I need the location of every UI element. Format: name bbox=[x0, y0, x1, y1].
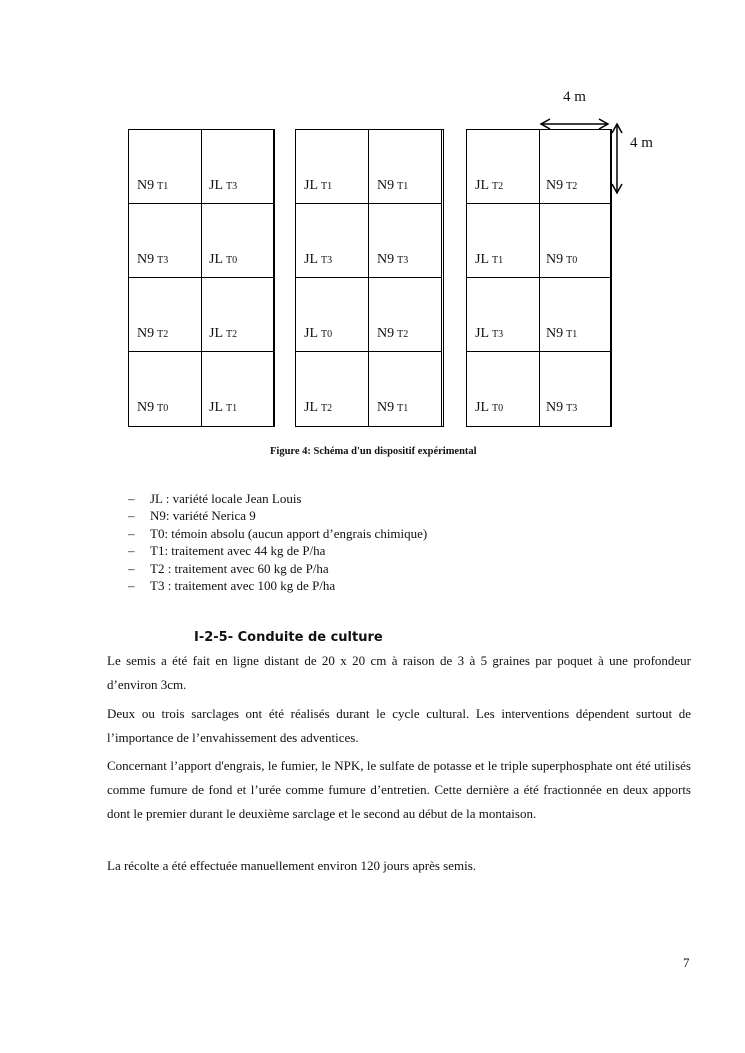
plot-cell bbox=[467, 352, 540, 426]
plot-label: N9 T2 bbox=[377, 326, 409, 341]
plot-cell bbox=[201, 204, 274, 278]
section-heading: I-2-5- Conduite de culture bbox=[194, 630, 383, 645]
plot-cell bbox=[129, 130, 202, 204]
plot-cell bbox=[201, 278, 274, 352]
plot-cell bbox=[296, 204, 369, 278]
plot-label: JL T3 bbox=[475, 326, 504, 341]
plot-cell bbox=[538, 130, 611, 204]
plot-cell bbox=[369, 352, 442, 426]
paragraph-engrais: Concernant l’apport d'engrais, le fumier, le NPK, le sulfate de potasse et le triple superphosphate ont été utilisés comme fumure de fond et l’urée comme fumure d’entretien. Cette dernière a été fractionnée en deux apports dont le premier durant le deuxième sarclage et le second au début de la montaison. bbox=[107, 758, 691, 821]
plot-cell bbox=[129, 204, 202, 278]
figure-caption: Figure 4: Schéma d'un dispositif expérimental bbox=[270, 446, 477, 457]
plot-cell bbox=[296, 278, 369, 352]
plot-label: N9 T3 bbox=[377, 252, 409, 267]
plot-label: JL T1 bbox=[475, 252, 504, 267]
plot-label: N9 T1 bbox=[377, 178, 409, 193]
legend-item: – N9: variété Nerica 9 bbox=[128, 507, 427, 524]
plot-label: N9 T1 bbox=[137, 178, 169, 193]
plot-cell bbox=[538, 352, 611, 426]
width-dimension-label: 4 m bbox=[563, 89, 586, 105]
plot-cell bbox=[538, 204, 611, 278]
height-arrow bbox=[612, 124, 622, 193]
plot-label: JL T0 bbox=[475, 400, 504, 415]
page-number: 7 bbox=[683, 955, 690, 970]
legend-list bbox=[128, 490, 427, 594]
plot-block-1 bbox=[128, 129, 275, 427]
plot-cell bbox=[296, 352, 369, 426]
plot-cell bbox=[538, 278, 611, 352]
plot-label: JL T3 bbox=[209, 178, 238, 193]
plot-label: N9 T2 bbox=[546, 178, 578, 193]
plot-label: JL T2 bbox=[475, 178, 504, 193]
plot-cell bbox=[129, 278, 202, 352]
legend-item: – T0: témoin absolu (aucun apport d’engrais chimique) bbox=[128, 525, 427, 542]
plot-cell bbox=[369, 130, 442, 204]
plot-label: N9 T1 bbox=[546, 326, 578, 341]
paragraph-sarclages: Deux ou trois sarclages ont été réalisés durant le cycle cultural. Les interventions dépendent surtout de l’importance de l’envahissement des adventices. bbox=[107, 706, 691, 745]
legend-item: – T2 : traitement avec 60 kg de P/ha bbox=[128, 560, 427, 577]
plot-label: N9 T0 bbox=[137, 400, 169, 415]
plot-label: JL T3 bbox=[304, 252, 333, 267]
plot-cell bbox=[467, 278, 540, 352]
plot-label: N9 T0 bbox=[546, 252, 578, 267]
plot-label: JL T1 bbox=[209, 400, 238, 415]
plot-label: JL T2 bbox=[304, 400, 333, 415]
plot-block-2 bbox=[295, 129, 444, 427]
plot-cell bbox=[369, 278, 442, 352]
legend-item: – T1: traitement avec 44 kg de P/ha bbox=[128, 542, 427, 559]
plot-label: JL T1 bbox=[304, 178, 333, 193]
height-dimension-label: 4 m bbox=[630, 135, 653, 151]
width-arrow bbox=[541, 119, 608, 129]
plot-cell bbox=[296, 130, 369, 204]
plot-cell bbox=[201, 352, 274, 426]
plot-label: JL T2 bbox=[209, 326, 238, 341]
plot-cell bbox=[369, 204, 442, 278]
plot-label: JL T0 bbox=[209, 252, 238, 267]
plot-cell bbox=[467, 130, 540, 204]
plot-label: JL T0 bbox=[304, 326, 333, 341]
plot-cell bbox=[201, 130, 274, 204]
plot-label: N9 T3 bbox=[546, 400, 578, 415]
plot-cell bbox=[129, 352, 202, 426]
plot-label: N9 T3 bbox=[137, 252, 169, 267]
paragraph-semis: Le semis a été fait en ligne distant de 20 x 20 cm à raison de 3 à 5 graines par poquet à une profondeur d’environ 3cm. bbox=[107, 653, 691, 692]
plot-label: N9 T2 bbox=[137, 326, 169, 341]
legend-item: – T3 : traitement avec 100 kg de P/ha bbox=[128, 577, 427, 594]
legend-item: – JL : variété locale Jean Louis bbox=[128, 490, 427, 507]
plot-cell bbox=[467, 204, 540, 278]
plot-block-3 bbox=[466, 129, 612, 427]
paragraph-recolte: La récolte a été effectuée manuellement environ 120 jours après semis. bbox=[107, 858, 477, 873]
plot-label: N9 T1 bbox=[377, 400, 409, 415]
